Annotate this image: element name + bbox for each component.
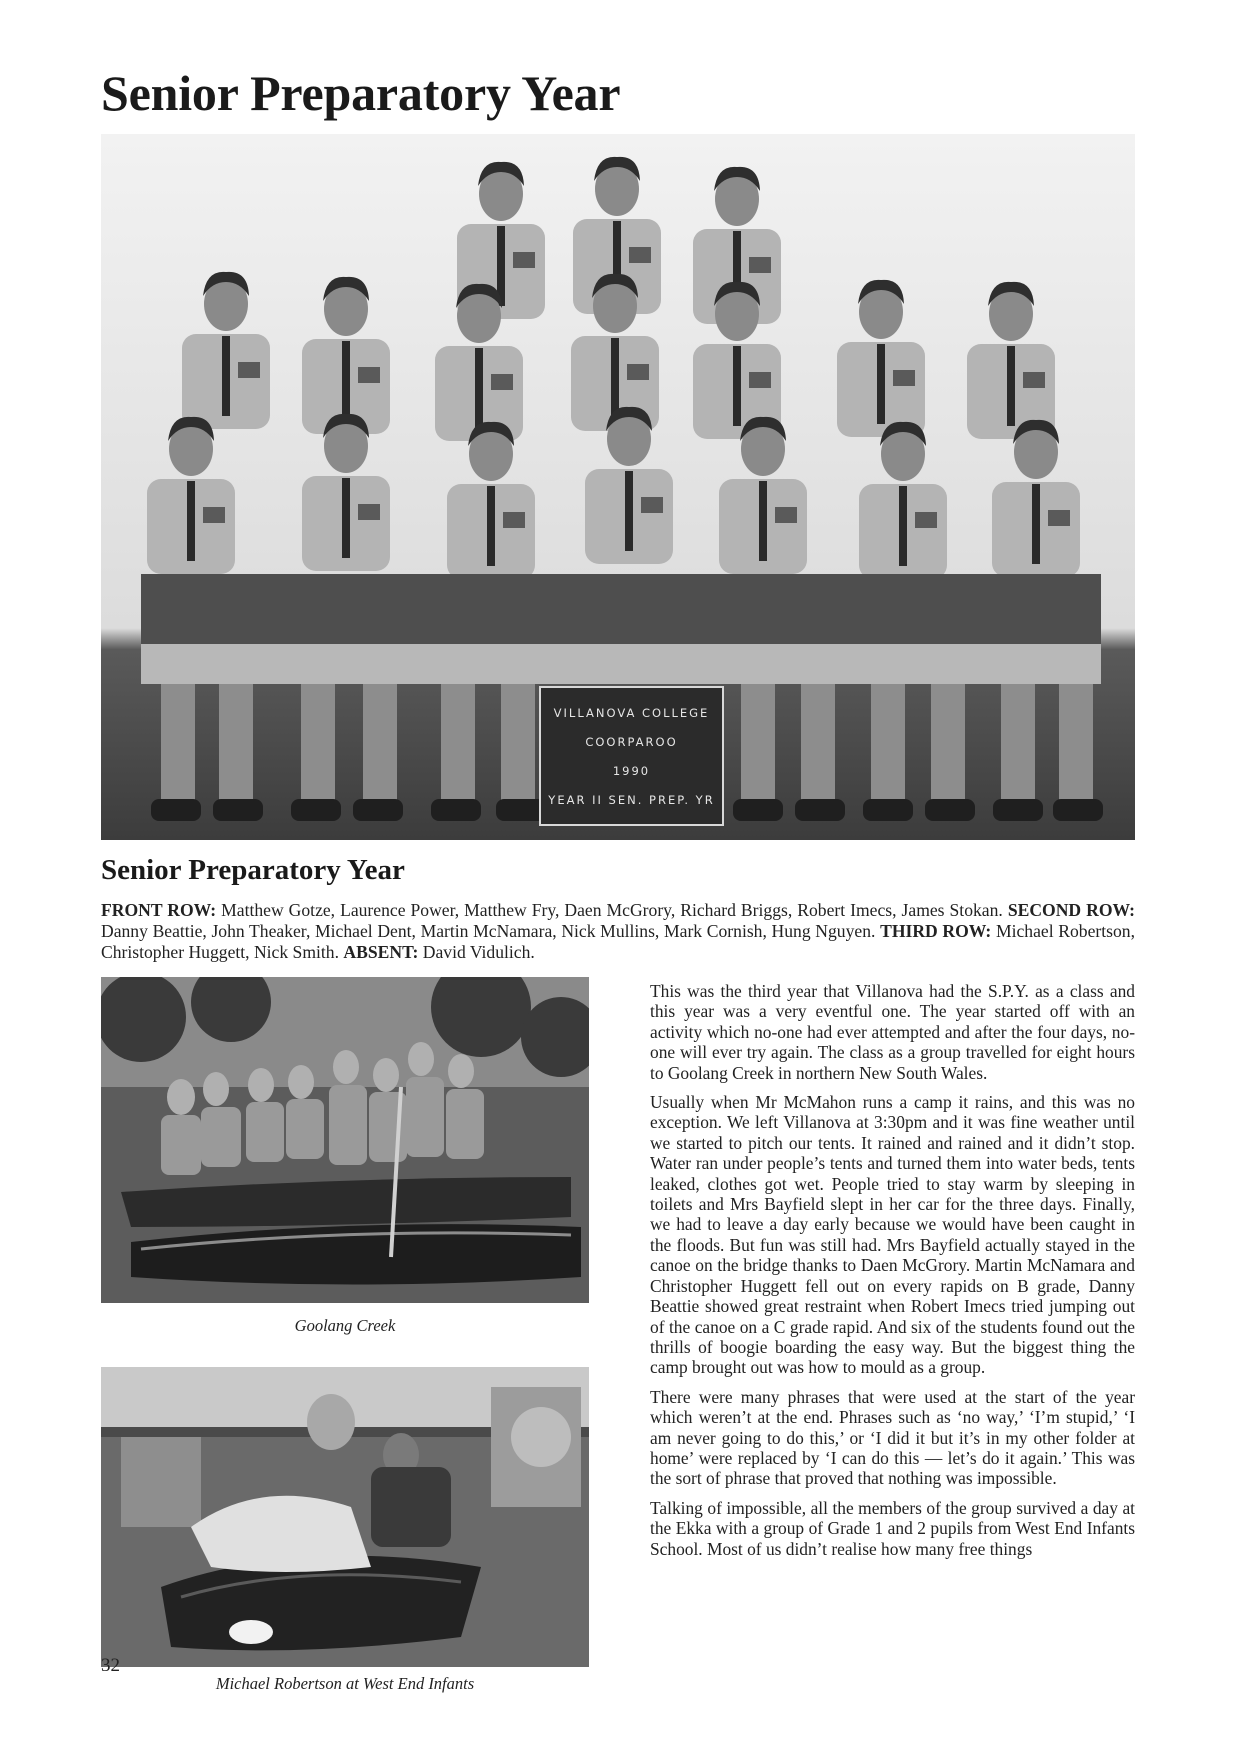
roster-label-absent: ABSENT: [343, 942, 419, 962]
section-heading: Senior Preparatory Year [101, 854, 405, 886]
class-name-board [539, 686, 724, 826]
article-paragraph: Talking of impossible, all the members of the group survived a day at the Ekka with a group of Grade 1 and 2 pupils from West End Infants School. Most of us didn’t realise how many free things [650, 1497, 1135, 1559]
roster-names-front: Matthew Gotze, Laurence Power, Matthew Fry, Daen McGrory, Richard Briggs, Robert Imecs, James Stokan. [221, 900, 1003, 920]
article-body [650, 981, 1135, 1568]
page-number: 32 [101, 1655, 120, 1676]
sign-line-class: YEAR II SEN. PREP. YR [548, 792, 715, 807]
roster-label-third: THIRD ROW: [880, 921, 992, 941]
roster-names-second: Danny Beattie, John Theaker, Michael Dent, Martin McNamara, Nick Mullins, Mark Cornish, Hung Nguyen. [101, 921, 876, 941]
roster-label-second: SECOND ROW: [1007, 900, 1136, 920]
roster-label-front: FRONT ROW: [101, 900, 217, 920]
article-paragraph: Usually when Mr McMahon runs a camp it rains, and this was no exception. We left Villanova at 3:30pm and it was fine weather until we started to pitch our tents. It rained and rained and it didn’t stop. Water ran under people’s tents and turned them into water beds, tents leaked, clothes got wet. People tried to stay warm by sleeping in toilets and Mrs Bayfield slept in her car for the three days. Finally, we had to leave a day early because we would have been caught in the floods. But fun was still had. Mrs Bayfield actually stayed in the canoe on the bridge thanks to Daen McGrory. Martin McNamara and Christopher Huggett fell out on every rapids on B grade, Danny Beattie showed great restraint when Robert Imecs tried jumping out of the canoe on a C grade rapid. And six of the students found out the thrills of boogie boarding the easy way. But the biggest thing the camp brought out was how to mould as a group. [650, 1092, 1135, 1378]
sign-line-suburb: COORPAROO [585, 734, 678, 749]
roster-names-absent: David Vidulich. [422, 942, 535, 962]
bed-photo-caption: Michael Robertson at West End Infants [215, 1674, 475, 1693]
sign-line-year: 1990 [612, 763, 651, 778]
group-class-photo [101, 134, 1135, 840]
article-paragraph: There were many phrases that were used at the start of the year which weren’t at the end. Phrases such as ‘no way,’ ‘I’m stupid,’ ‘I am never going to do this,’ or ‘I did it but it’s in my other folder at home’ were replaced by ‘I can do this — let’s do it again.’ This was the sort of phrase that proved that nothing was impossible. [650, 1386, 1135, 1489]
page-title: Senior Preparatory Year [101, 65, 621, 121]
west-end-infants-photo [101, 1367, 589, 1667]
canoe-photo-caption: Goolang Creek [294, 1316, 396, 1335]
sign-line-school: VILLANOVA COLLEGE [553, 705, 710, 720]
bed-photo-illustration [101, 1367, 589, 1667]
class-roster [101, 900, 1135, 963]
article-paragraph: This was the third year that Villanova had the S.P.Y. as a class and this year was a very eventful one. The year started off with an activity which no-one had ever attempted and after the four days, no-one will ever try again. The class as a group travelled for eight hours to Goolang Creek in northern New South Wales. [650, 981, 1135, 1083]
goolang-creek-photo [101, 977, 589, 1303]
canoe-photo-illustration [101, 977, 589, 1303]
roster-names-third: Michael Robertson, Christopher Huggett, Nick Smith. [101, 921, 1135, 962]
